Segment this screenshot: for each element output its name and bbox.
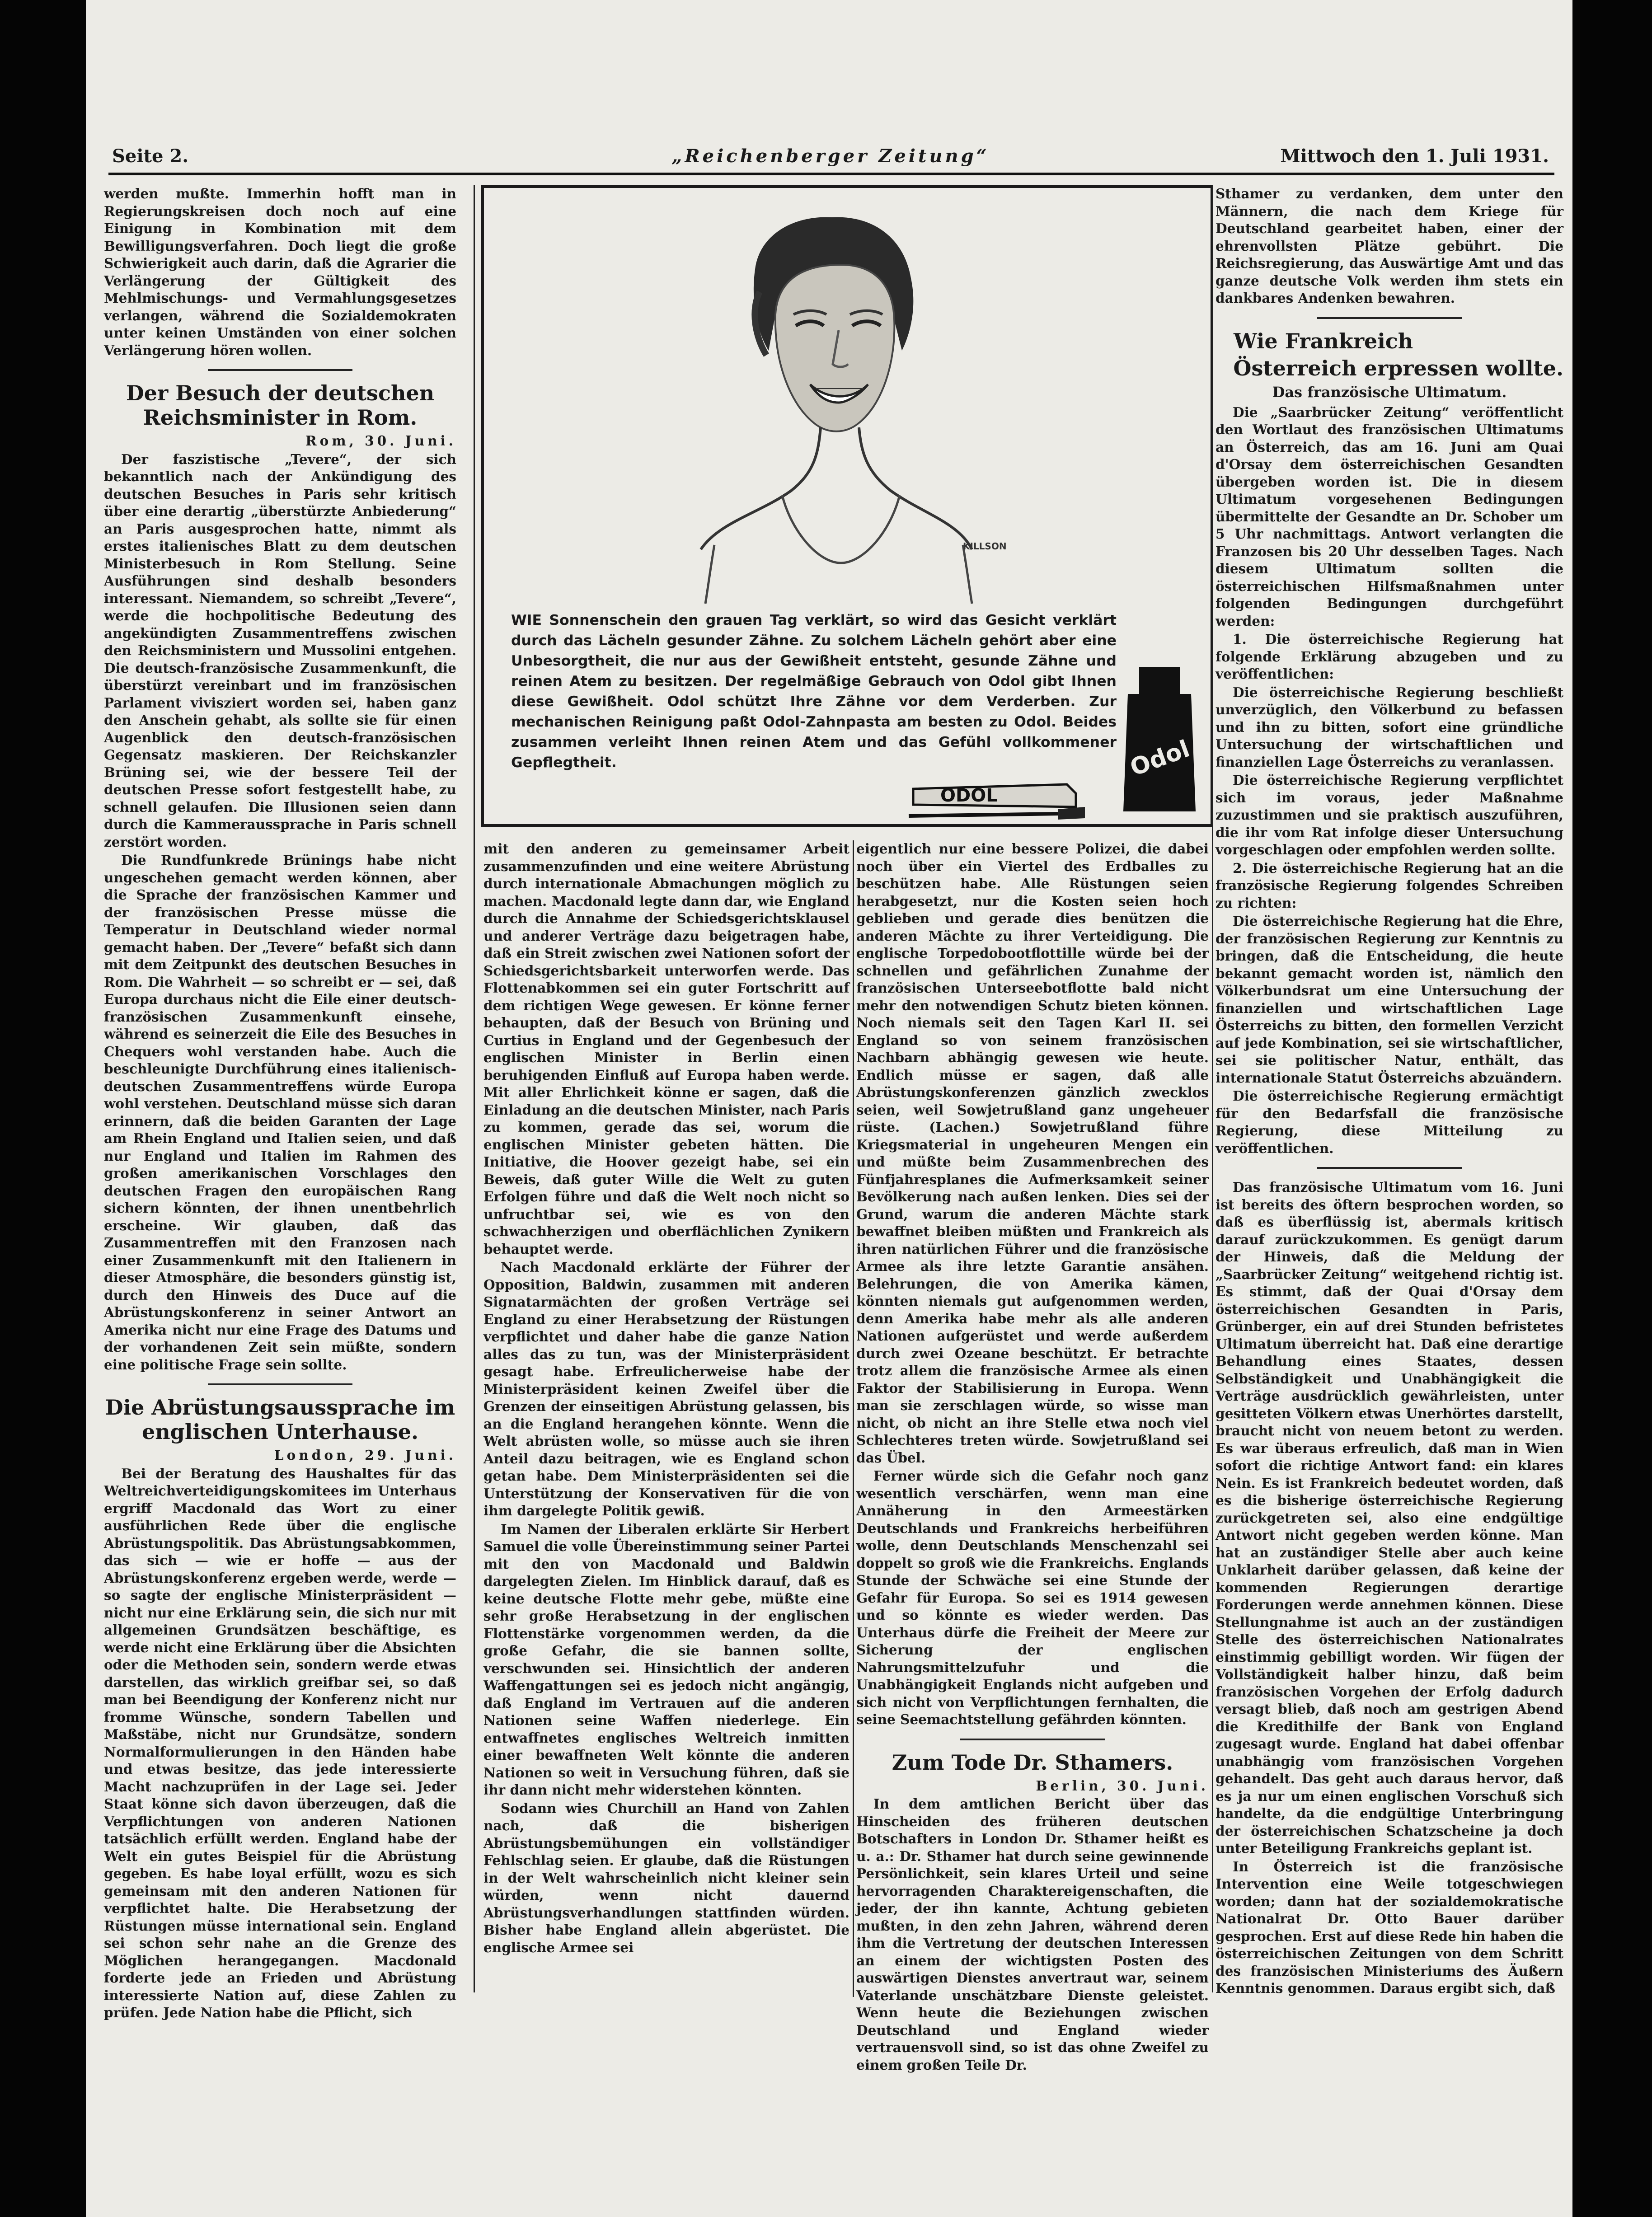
col1-continuation: werden mußte. Immerhin hofft man in Regierungskreisen doch noch auf eine Einigung in Kombination mit dem Bewilligungsverfahren. Doch liegt die große Schwierigkeit auch darin, daß die Agrarier die Verlängerung der Gültigkeit des Mehlmischungs- und Vermahlungsgesetzes verlangen, während die Sozialdemokraten unter keinen Umständen von einer solchen Verlängerung hören wollen. <box>104 186 456 358</box>
newspaper-title: „Reichenberger Zeitung“ <box>671 145 990 167</box>
article-paragraph: Im Namen der Liberalen erklärte Sir Herbert Samuel die volle Übereinstimmung seiner Partei mit den von Macdonald und Baldwin dargelegten Zielen. Im Hinblick darauf, daß es keine deutsche Flotte mehr gebe, müßte eine sehr große Herabsetzung in der englischen Flottenstärke vorgenommen werden, da die große Gefahr, die sie bannen sollte, verschwunden sei. Hinsichtlich der anderen Waffengattungen sei es jedoch nicht angängig, daß England im Vertrauen auf die anderen Nationen seine Waffen niederlege. Ein entwaffnetes englisches Weltreich inmitten einer bewaffneten Welt könnte die anderen Nationen so weit in Versuchung führen, daß sie ihr dann nicht mehr widerstehen könnten. <box>483 1521 849 1798</box>
article-paragraph: Die österreichische Regierung hat die Ehre, der französischen Regierung zur Kenntnis zu bringen, daß die Entscheidung, die heute bekannt gemacht worden ist, nämlich den Völkerbundsrat um eine Untersuchung der finanziellen und wirtschaftlichen Lage Österreichs zu bitten, den formellen Verzicht auf jede Kombination, sei sie wirtschaftlicher, sei sie politischer Natur, enthält, das internationale Statut Österreichs abzuändern. <box>1216 913 1563 1086</box>
article-separator <box>1317 317 1462 319</box>
article-paragraph: Bei der Beratung des Haushaltes für das Weltreichverteidigungskomitees im Unterhaus ergriff Macdonald das Wort zu einer ausführlichen Rede über die englische Abrüstungspolitik. Das Abrüstungsabkommen, das sich — wie er hoffe — aus der Abrüstungskonferenz ergeben werde, werde — so sagte der englische Ministerpräsident — nicht nur eine Erklärung sein, die sich nur mit allgemeinen Grundsätzen beschäftige, es werde nicht eine Erklärung über die Absichten oder die Methoden sein, sondern werde etwas darstellen, das wirklich greifbar sei, so daß man bei Beendigung der Konferenz nicht nur fromme Wünsche, sondern Tabellen und Maßstäbe, nicht nur Grundsätze, sondern Normalformulierungen in den Händen habe und etwas besitze, das jede interessierte Macht nachzuprüfen in der Lage sei. Jeder Staat könne sich davon überzeugen, daß die Verpflichtungen von anderen Nationen tatsächlich erfüllt werden. England habe der Welt ein gutes Beispiel für die Abrüstung gegeben. Es habe loyal erfüllt, wozu es sich gemeinsam mit den anderen Nationen für verpflichtet halte. Die Herabsetzung der Rüstungen müsse international sein. England sei schon sehr nahe an die Grenze des Möglichen herangegangen. Macdonald forderte jede an Frieden und Abrüstung interessierte Nation auf, diese Zahlen zu prüfen. Jede Nation habe die Pflicht, sich <box>104 1465 456 2020</box>
article-title-frankreich-line1: Wie Frankreich <box>1234 328 1413 353</box>
ad-copy <box>511 610 1117 773</box>
column-rule <box>474 185 475 1992</box>
article-subtitle: Das französische Ultimatum. <box>1272 383 1507 401</box>
article-separator <box>960 1739 1105 1740</box>
header-rule <box>108 173 1554 175</box>
artist-signature: KILLSON <box>963 541 1007 552</box>
article-separator <box>1317 1167 1462 1169</box>
article-paragraph: Die „Saarbrücker Zeitung“ veröffentlicht den Wortlaut des französischen Ultimatums an Österreich, das am 16. Juni am Quai d'Orsay dem österreichischen Gesandten übergeben worden ist. Die in diesem Ultimatum vorgesehenen Bedingungen übermittelte der Gesandte an Dr. Schober um 5 Uhr nachmittags. Antwort verlangten die Franzosen bis 20 Uhr desselben Tages. Nach diesem Ultimatum sollten die österreichischen Hilfsmaßnahmen unter folgenden Bedingungen durchgeführt werden: <box>1216 404 1563 629</box>
article-title-sthamer: Zum Tode Dr. Sthamers. <box>892 1750 1173 1775</box>
article-paragraph: Ferner würde sich die Gefahr noch ganz wesentlich verschärfen, wenn man eine Annäherung in den Armeestärken Deutschlands und Frankreichs herbeiführen wolle, denn Deutschlands Menschenzahl sei doppelt so groß wie die Frankreichs. Englands Stunde der Schwäche sei eine Stunde der Gefahr für Europa. So sei es 1914 gewesen und so könnte es wieder werden. Das Unterhaus dürfe die Freiheit der Meere zur Sicherung der englischen Nahrungsmittelzufuhr und die Unabhängigkeit Englands nicht aufgeben und sich nicht von Verpflichtungen fernhalten, die seine Seemachtstellung gefährden könnten. <box>856 1468 1209 1727</box>
article-paragraph: In dem amtlichen Bericht über das Hinscheiden des früheren deutschen Botschafters in London Dr. Sthamer heißt es u. a.: Dr. Sthamer hat durch seine gewinnende Persönlichkeit, sein klares Urteil und seine hervorragenden Charaktereigenschaften, die jeder, der ihn kannte, Achtung gebieten mußten, in den zehn Jahren, während deren ihm die Vertretung der deutschen Interessen an einem der wichtigsten Posten des auswärtigen Dienstes anvertraut war, seinem Vaterlande unschätzbare Dienste geleistet. Wenn heute die Beziehungen zwischen Deutschland und England wieder vertrauensvoll sind, so ist das ohne Zweifel zu einem großen Teile Dr. <box>856 1796 1209 2073</box>
woman-portrait-illustration <box>647 202 1017 608</box>
dateline-berlin: Berlin, 30. Juni. <box>1036 1777 1209 1794</box>
article-title-abruestung: Die Abrüstungsaussprache im englischen Unterhause. <box>105 1395 455 1444</box>
article-paragraph: 2. Die österreichische Regierung hat an die französische Regierung folgendes Schreiben zu richten: <box>1216 860 1563 911</box>
tube-label: ODOL <box>940 785 998 806</box>
article-paragraph: Das französische Ultimatum vom 16. Juni ist bereits des öftern besprochen worden, so daß es überflüssig ist, abermals kritisch darauf zurückzukommen. Es genügt darum der Hinweis, daß die Meldung der „Saarbrücker Zeitung“ weitgehend richtig ist. Es stimmt, daß der Quai d'Orsay dem österreichischen Gesandten in Paris, Grünberger, ein auf drei Stunden befristetes Ultimatum überreicht hat. Daß eine derartige Behandlung eines Staates, dessen Selbständigkeit und Unabhängigkeit die Verträge ausdrücklich gewährleisten, unter gesitteten Völkern etwas Unerhörtes darstellt, braucht nicht von neuem betont zu werden. Es war überaus erfreulich, daß man in Wien sofort die richtige Antwort fand: ein klares Nein. Es ist Frankreich bedeutet worden, daß es die bisherige österreichische Regierung zurückgetreten sei, also eine endgültige Antwort nicht gegeben werden könne. Man hat an zuständiger Stelle aber auch keine Unklarheit darüber gelassen, daß keine der kommenden Regierungen derartige Forderungen werde annehmen können. Diese Stellungnahme ist auch an der zuständigen Stelle des österreichischen Nationalrates einstimmig gebilligt worden. Wir fügen der Vollständigkeit halber hinzu, daß beim französischen Vorgehen der Erfolg dadurch versagt blieb, daß noch am gestrigen Abend die Kredithilfe der Bank von England zugesagt wurde. England hat dabei offenbar unabhängig vom französischen Vorgehen gehandelt. Das geht auch daraus hervor, daß es ja nur um einen englischen Vorschuß sich handelte, da die endgültige Unterbringung der österreichischen Schatzscheine ja doch unter Beteiligung Frankreichs geplant ist. <box>1216 1179 1563 1856</box>
newspaper-page <box>86 0 1572 2217</box>
column-rule <box>1212 185 1213 1992</box>
article-paragraph: Die Rundfunkrede Brünings habe nicht ungeschehen gemacht werden können, aber die Sprache der französischen Kammer und der französischen Presse müsse die Temperatur in Deutschland wieder normal gemacht haben. Der „Tevere“ befaßt sich dann mit dem Zeitpunkt des deutschen Besuches in Rom. Die Wahrheit — so schreibt er — sei, daß Europa durchaus nicht die Eile einer deutsch-französischen Zusammenkunft einsehe, während es seinerzeit die Eile des Besuches in Chequers wohl verstanden habe. Auch die beschleunigte Durchführung eines italienisch-deutschen Zusammentreffens würde Europa wohl verstehen. Deutschland müsse sich daran erinnern, daß die beiden Garanten der Lage am Rhein England und Italien seien, und daß nur England und Italien im Rahmen des großen amerikanischen Vorschlages den deutschen Fragen den europäischen Rang sichern könnten, der ihnen unentbehrlich erscheine. Wir glauben, daß das Zusammentreffen mit den Franzosen nach einer Zusammenkunft mit den Italienern in dieser Atmosphäre, die besonders günstig ist, durch den Hinweis des Duce auf die Abrüstungskonferenz in seiner Antwort an Amerika nicht nur eine Frage des Datums und der vorhandenen Zeit sein müßte, sondern eine politische Frage sein sollte. <box>104 852 456 1373</box>
article-paragraph: Die österreichische Regierung verpflichtet sich im voraus, jeder Maßnahme zuzustimmen und sie praktisch auszuführen, die ihr vom Rat infolge dieser Untersuchung vorgeschlagen oder empfohlen werden sollte. <box>1216 772 1563 858</box>
page-header <box>112 140 1549 172</box>
article-paragraph: 1. Die österreichische Regierung hat folgende Erklärung abzugeben und zu veröffentlichen: <box>1216 631 1563 682</box>
column-1 <box>104 185 456 2020</box>
article-separator <box>208 1383 352 1385</box>
odol-advertisement <box>481 185 1213 827</box>
article-paragraph: Der faszistische „Tevere“, der sich bekanntlich nach der Ankündigung des deutschen Besuches in Paris sehr kritisch über eine derartig „überstürzte Anbiederung“ an Paris ausgesprochen hatte, nimmt als erstes italienisches Blatt zu dem deutschen Ministerbesuch in Rom Stellung. Seine Ausführungen sind deshalb besonders interessant. Niemandem, so schreibt „Tevere“, werde die hochpolitische Bedeutung des angekündigten Zusammentreffens zwischen den Reichsministern und Mussolini entgehen. Die deutsch-französische Zusammenkunft, die überstürzt vereinbart und im französischen Parlament vivisziert worden sei, haben ganz den Anschein gehabt, als sollte sie für einen Augenblick den deutsch-französischen Gegensatz maskieren. Der Reichskanzler Brüning sei, wie der bessere Teil der deutschen Presse sofort festgestellt habe, zu schnell gelaufen. Die Illusionen seien dann durch die Kammeraussprache in Paris schnell zerstört worden. <box>104 451 456 850</box>
article-paragraph: Die österreichische Regierung beschließt unverzüglich, den Völkerbund zu befassen und ihn zu bitten, sofort eine gründliche Untersuchung der wirtschaftlichen und finanziellen Lage Österreichs zu veranlassen. <box>1216 684 1563 770</box>
odol-bottle-illustration <box>1114 667 1205 816</box>
article-separator <box>208 369 352 371</box>
col4-continuation: Sthamer zu verdanken, dem unter den Männern, die nach dem Kriege für Deutschland gearbeitet haben, einer der ehrenvollsten Plätze gebührt. Die Reichsregierung, das Auswärtige Amt und das ganze deutsche Volk werden ihm stets ein dankbares Andenken bewahren. <box>1216 186 1563 306</box>
article-paragraph: mit den anderen zu gemeinsamer Arbeit zusammenzufinden und eine weitere Abrüstung durch internationale Abmachungen möglich zu machen. Macdonald legte dann dar, wie England durch die Annahme der Schiedsgerichtsklausel und anderer Verträge dazu beigetragen habe, daß ein Streit zwischen zwei Nationen sofort der Schiedsgerichtsbarkeit unterworfen werde. Das Flottenabkommen sei ein guter Fortschritt auf dem richtigen Wege gewesen. Er könne ferner behaupten, daß der Besuch von Brüning und Curtius in England und der Gegenbesuch der englischen Minister in Berlin einen beruhigenden Einfluß auf Europa haben werde. Mit aller Ehrlichkeit könne er sagen, daß die Einladung an die deutschen Minister, nach Paris zu kommen, gerade das sei, worum die englischen Minister gebeten hätten. Die Initiative, die Hoover gezeigt habe, sei ein Beweis, daß guter Wille die Welt zu guten Erfolgen führe und daß die Welt noch nicht so unfruchtbar sei, wie es von den schwachherzigen und oberflächlichen Zynikern behauptet werde. <box>483 841 849 1257</box>
column-2 <box>483 840 849 2006</box>
dateline-rom: Rom, 30. Juni. <box>305 433 456 449</box>
article-paragraph: In Österreich ist die französische Intervention eine Weile totgeschwiegen worden; dann hat der sozialdemokratische Nationalrat Dr. Otto Bauer darüber gesprochen. Erst auf diese Rede hin haben die österreichischen Zeitungen von dem Schritt des französischen Ministeriums des Äußern Kenntnis genommen. Daraus ergibt sich, daß <box>1216 1858 1563 1996</box>
column-rule <box>853 840 854 1997</box>
ad-text: WIE Sonnenschein den grauen Tag verklärt, so wird das Gesicht verklärt durch das Lächeln gesunder Zähne. Zu solchem Lächeln gehört aber eine Unbesorgtheit, die nur aus der Gewißheit entsteht, gesunde Zähne und reinen Atem zu besitzen. Der regelmäßige Gebrauch von Odol gibt Ihnen diese Gewißheit. Odol schützt Ihre Zähne vor dem Verderben. Zur mechanischen Reinigung paßt Odol-Zahnpasta am besten zu Odol. Beides zusammen verleiht Ihnen reinen Atem und das Gefühl vollkommener Gepflegtheit. <box>511 612 1117 771</box>
issue-date: Mittwoch den 1. Juli 1931. <box>1280 145 1549 167</box>
dateline-london: London, 29. Juni. <box>274 1447 456 1463</box>
article-paragraph: eigentlich nur eine bessere Polizei, die dabei noch über ein Viertel des Erdballes zu beschützen habe. Alle Rüstungen seien herabgesetzt, nur die Kosten seien hoch geblieben und gerade dies benützen die anderen Mächte zu ihrer Verteidigung. Die englische Torpedobootflottille würde bei der schnellen und gefährlichen Zunahme der französischen Unterseebotflotte bald nicht mehr den notwendigen Schutz bieten können. Noch niemals seit den Tagen Karl II. sei England so von seinem französischen Nachbarn abhängig gewesen wie heute. Endlich müsse er sagen, daß alle Abrüstungskonferenzen gänzlich zwecklos seien, weil Sowjetrußland ganz ungeheuer rüste. (Lachen.) Sowjetrußland führe Kriegsmaterial in ungeheuren Mengen ein und müßte beim Zusammenbrechen des Fünfjahresplanes die Aufmerksamkeit seiner Bevölkerung nach außen lenken. Dies sei der Grund, warum die anderen Mächte stark bewaffnet bleiben müßten und Frankreich als ihren natürlichen Führer und die französische Armee als ihre letzte Garantie ansähen. Belehrungen, die von Amerika kämen, könnten niemals gut aufgenommen werden, denn Amerika habe mehr als alle anderen Nationen aufgerüstet und werde außerdem durch zwei Ozeane beschützt. Er betrachte trotz allem die französische Armee als einen Faktor der Stabilisierung in Europa. Wenn man sie zerschlagen würde, so wisse man nicht, ob nicht an ihre Stelle etwa noch viel Schlechteres treten würde. Sowjetrußland sei das Übel. <box>856 841 1209 1466</box>
column-3 <box>856 840 1209 2073</box>
toothpaste-tube-illustration <box>904 762 1139 825</box>
article-paragraph: Nach Macdonald erklärte der Führer der Opposition, Baldwin, zusammen mit anderen Signatarmächten der großen Verträge sei England zu einer Herabsetzung der Rüstungen verpflichtet und daher habe die ganze Nation alles das zu tun, was der Ministerpräsident gesagt habe. Erfreulicherweise habe der Ministerpräsident keinen Zweifel über die Grenzen der einseitigen Abrüstung gelassen, bis an die England herangehen könnte. Wenn die Welt abrüsten wolle, so müsse auch sie ihren Anteil dazu beitragen, wie es England schon getan habe. Dem Ministerpräsidenten sei die Unterstützung der Konservativen für die von ihm dargelegte Politik gewiß. <box>483 1259 849 1519</box>
article-title-frankreich-line2: Österreich erpressen wollte. <box>1233 356 1563 380</box>
article-paragraph: Die österreichische Regierung ermächtigt für den Bedarfsfall die französische Regierung, diese Mitteilung zu veröffentlichen. <box>1216 1088 1563 1156</box>
column-4 <box>1216 185 1563 1996</box>
bottle-brand: Odol <box>1126 735 1193 782</box>
page-number: Seite 2. <box>112 145 189 167</box>
article-paragraph: Sodann wies Churchill an Hand von Zahlen nach, daß die bisherigen Abrüstungsbemühungen ein vollständiger Fehlschlag seien. Er glaube, daß die Rüstungen in der Welt wahrscheinlich nicht kleiner sein würden, wenn nicht dauernd Abrüstungsverhandlungen stattfinden würden. Bisher habe England allein abgerüstet. Die englische Armee sei <box>483 1800 849 1955</box>
article-title-rom: Der Besuch der deutschen Reichsminister in Rom. <box>126 381 435 430</box>
